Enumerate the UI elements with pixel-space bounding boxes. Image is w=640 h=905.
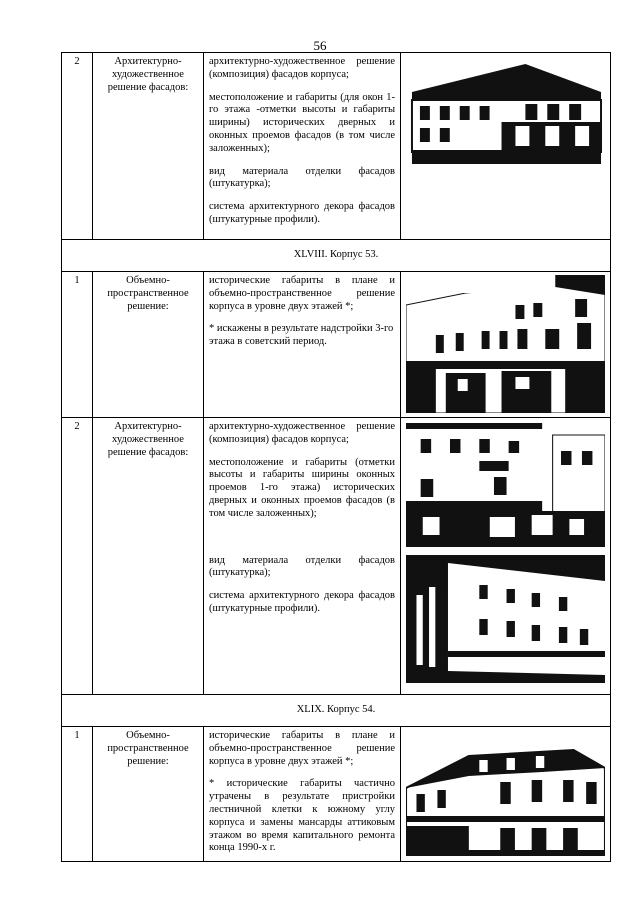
table-row bbox=[62, 272, 611, 418]
table-row bbox=[62, 727, 611, 862]
item-description bbox=[204, 53, 401, 240]
description-line: местоположение и габариты (отметки высоты и габариты ширины оконных проемов 1-го этажа) исторических дверных и оконных проемов фасадов (в том числе заложенных); bbox=[209, 456, 395, 519]
section-title: XLVIII. Корпус 53. bbox=[62, 240, 611, 272]
item-name: Архитектурно-художественное решение фасадов: bbox=[93, 418, 204, 695]
table-row bbox=[62, 418, 611, 695]
row-number: 2 bbox=[62, 53, 93, 240]
item-name: Объемно-пространственное решение: bbox=[93, 272, 204, 418]
table-row bbox=[62, 53, 611, 240]
section-header-row bbox=[62, 695, 611, 727]
description-line: система архитектурного декора фасадов (штукатурные профили). bbox=[209, 201, 395, 225]
description-line: архитектурно-художественное решение (композиция) фасадов корпуса; bbox=[209, 56, 395, 80]
photo-cell bbox=[401, 53, 611, 240]
description-line: * искажены в результате надстройки 3-го этажа в советский период. bbox=[209, 323, 394, 348]
item-description bbox=[204, 272, 401, 418]
row-number: 1 bbox=[62, 272, 93, 418]
building-photo bbox=[406, 555, 605, 683]
building-photo bbox=[406, 746, 605, 856]
row-number: 2 bbox=[62, 418, 93, 695]
description-line: вид материала отделки фасадов (штукатурка); bbox=[209, 165, 395, 190]
protection-items-table bbox=[61, 52, 611, 862]
description-line: * исторические габариты частично утрачены в результате пристройки лестничной клетки к южному углу корпуса и замены мансарды аттиковым этажом во время капитального ремонта конца 1990-х г. bbox=[209, 778, 395, 854]
description-line: система архитектурного декора фасадов (штукатурные профили). bbox=[209, 590, 395, 614]
item-name: Объемно-пространственное решение: bbox=[93, 727, 204, 862]
building-photo bbox=[406, 56, 605, 164]
description-line: исторические габариты в плане и объемно-пространственное решение корпуса в уровне двух этажей *; bbox=[209, 275, 395, 312]
building-photo bbox=[406, 275, 605, 413]
item-description bbox=[204, 727, 401, 862]
building-photo bbox=[406, 421, 605, 547]
section-title: XLIX. Корпус 54. bbox=[62, 695, 611, 727]
description-line: вид материала отделки фасадов (штукатурка); bbox=[209, 554, 395, 579]
section-header-row bbox=[62, 240, 611, 272]
description-line: архитектурно-художественное решение (композиция) фасадов корпуса; bbox=[209, 421, 395, 445]
description-line: местоположение и габариты (для окон 1-го этажа -отметки высоты и габариты ширины) исторических дверных и оконных проемов фасадов (в том числе заложенных); bbox=[209, 91, 395, 154]
item-description bbox=[204, 418, 401, 695]
page-number: 56 bbox=[313, 38, 327, 53]
photo-cell bbox=[401, 272, 611, 418]
photo-cell bbox=[401, 727, 611, 862]
photo-cell bbox=[401, 418, 611, 695]
item-name: Архитектурно-художественное решение фасадов: bbox=[93, 53, 204, 240]
row-number: 1 bbox=[62, 727, 93, 862]
description-line: исторические габариты в плане и объемно-пространственное решение корпуса в уровне двух этажей *; bbox=[209, 730, 395, 767]
